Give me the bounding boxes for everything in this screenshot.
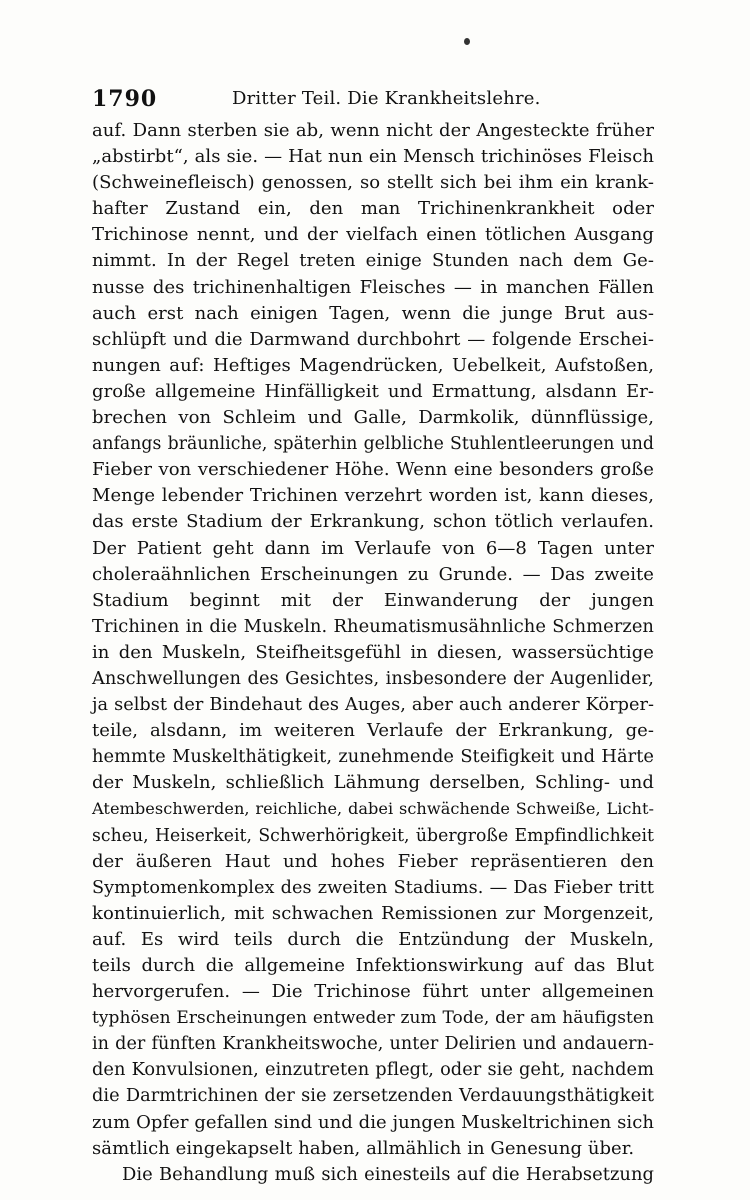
text-line: in der fünften Krankheitswoche, unter Delirien und andauern- [92,1034,654,1055]
text-line: choleraähnlichen Erscheinungen zu Grunde. — Das zweite [92,563,654,585]
text-line: (Schweinefleisch) genossen, so stellt sich bei ihm ein krank- [92,172,654,194]
text-line: Trichinose nennt, und der vielfach einen tötlichen Ausgang [92,224,654,246]
page-number: 1790 [92,86,158,112]
text-line: auf. Dann sterben sie ab, wenn nicht der Angesteckte früher [92,120,654,141]
text-line: Menge lebender Trichinen verzehrt worden ist, kann dieses, [92,485,654,507]
text-line: hafter Zustand ein, den man Trichinenkrankheit oder [92,198,654,220]
text-line: der äußeren Haut und hohes Fieber repräsentieren den [92,850,654,872]
text-line: die Darmtrichinen der sie zersetzenden Verdauungsthätigkeit [92,1086,654,1107]
text-line: teile, alsdann, im weiteren Verlaufe der Erkrankung, ge- [92,720,654,742]
text-line: typhösen Erscheinungen entweder zum Tode, der am häufigsten [92,1008,654,1029]
ink-speck [464,38,470,45]
text-line: brechen von Schleim und Galle, Darmkolik, dünnflüssige, [92,407,654,429]
text-line: den Konvulsionen, einzutreten pflegt, oder sie geht, nachdem [92,1059,654,1081]
text-line: Fieber von verschiedener Höhe. Wenn eine besonders große [92,459,654,481]
text-line: der Muskeln, schließlich Lähmung derselben, Schling- und [92,772,654,794]
body-text [92,118,654,1188]
text-line: auch erst nach einigen Tagen, wenn die junge Brut aus- [92,302,654,324]
text-line: schlüpft und die Darmwand durchbohrt — folgende Erschei- [92,328,654,350]
text-line: nungen auf: Heftiges Magendrücken, Uebelkeit, Aufstoßen, [92,354,654,376]
text-line: ja selbst der Bindehaut des Auges, aber auch anderer Körper- [92,695,654,716]
text-line: Anschwellungen des Gesichtes, insbesondere der Augenlider, [92,667,654,689]
text-line: das erste Stadium der Erkrankung, schon tötlich verlaufen. [92,511,654,533]
text-line: Die Behandlung muß sich einesteils auf die Herabsetzung [122,1163,654,1185]
text-line: kontinuierlich, mit schwachen Remissionen zur Morgenzeit, [92,902,654,924]
text-line: Stadium beginnt mit der Einwanderung der jungen [92,589,654,611]
text-line: teils durch die allgemeine Infektionswirkung auf das Blut [92,955,654,976]
text-line: hemmte Muskelthätigkeit, zunehmende Steifigkeit und Härte [92,746,654,768]
text-line: anfangs bräunliche, späterhin gelbliche Stuhlentleerungen und [92,434,654,455]
text-line: nimmt. In der Regel treten einige Stunden nach dem Ge- [92,250,654,272]
text-line: große allgemeine Hinfälligkeit und Ermattung, alsdann Er- [92,380,654,402]
text-line: in den Muskeln, Steifheitsgefühl in diesen, wassersüchtige [92,641,654,663]
text-line: auf. Es wird teils durch die Entzündung der Muskeln, [92,928,654,950]
text-line: sämtlich eingekapselt haben, allmählich in Genesung über. [92,1137,635,1159]
page-header [92,86,662,112]
text-line: scheu, Heiserkeit, Schwerhörigkeit, übergroße Empfindlichkeit [92,825,654,846]
text-line: Trichinen in die Muskeln. Rheumatismusähnliche Schmerzen [92,615,654,637]
text-line: „abstirbt“, als sie. — Hat nun ein Mensch trichinöses Fleisch [92,146,654,168]
text-line: zum Opfer gefallen sind und die jungen Muskeltrichinen sich [92,1111,654,1133]
running-head: Dritter Teil. Die Krankheitslehre. [232,88,541,109]
text-line: Symptomenkomplex des zweiten Stadiums. — Das Fieber tritt [92,877,654,898]
text-line: nusse des trichinenhaltigen Fleisches — in manchen Fällen [92,276,654,298]
text-line: Der Patient geht dann im Verlaufe von 6—8 Tagen unter [92,537,654,559]
text-line: Atembeschwerden, reichliche, dabei schwächende Schweiße, Licht- [92,799,654,819]
text-line: hervorgerufen. — Die Trichinose führt unter allgemeinen [92,981,654,1003]
